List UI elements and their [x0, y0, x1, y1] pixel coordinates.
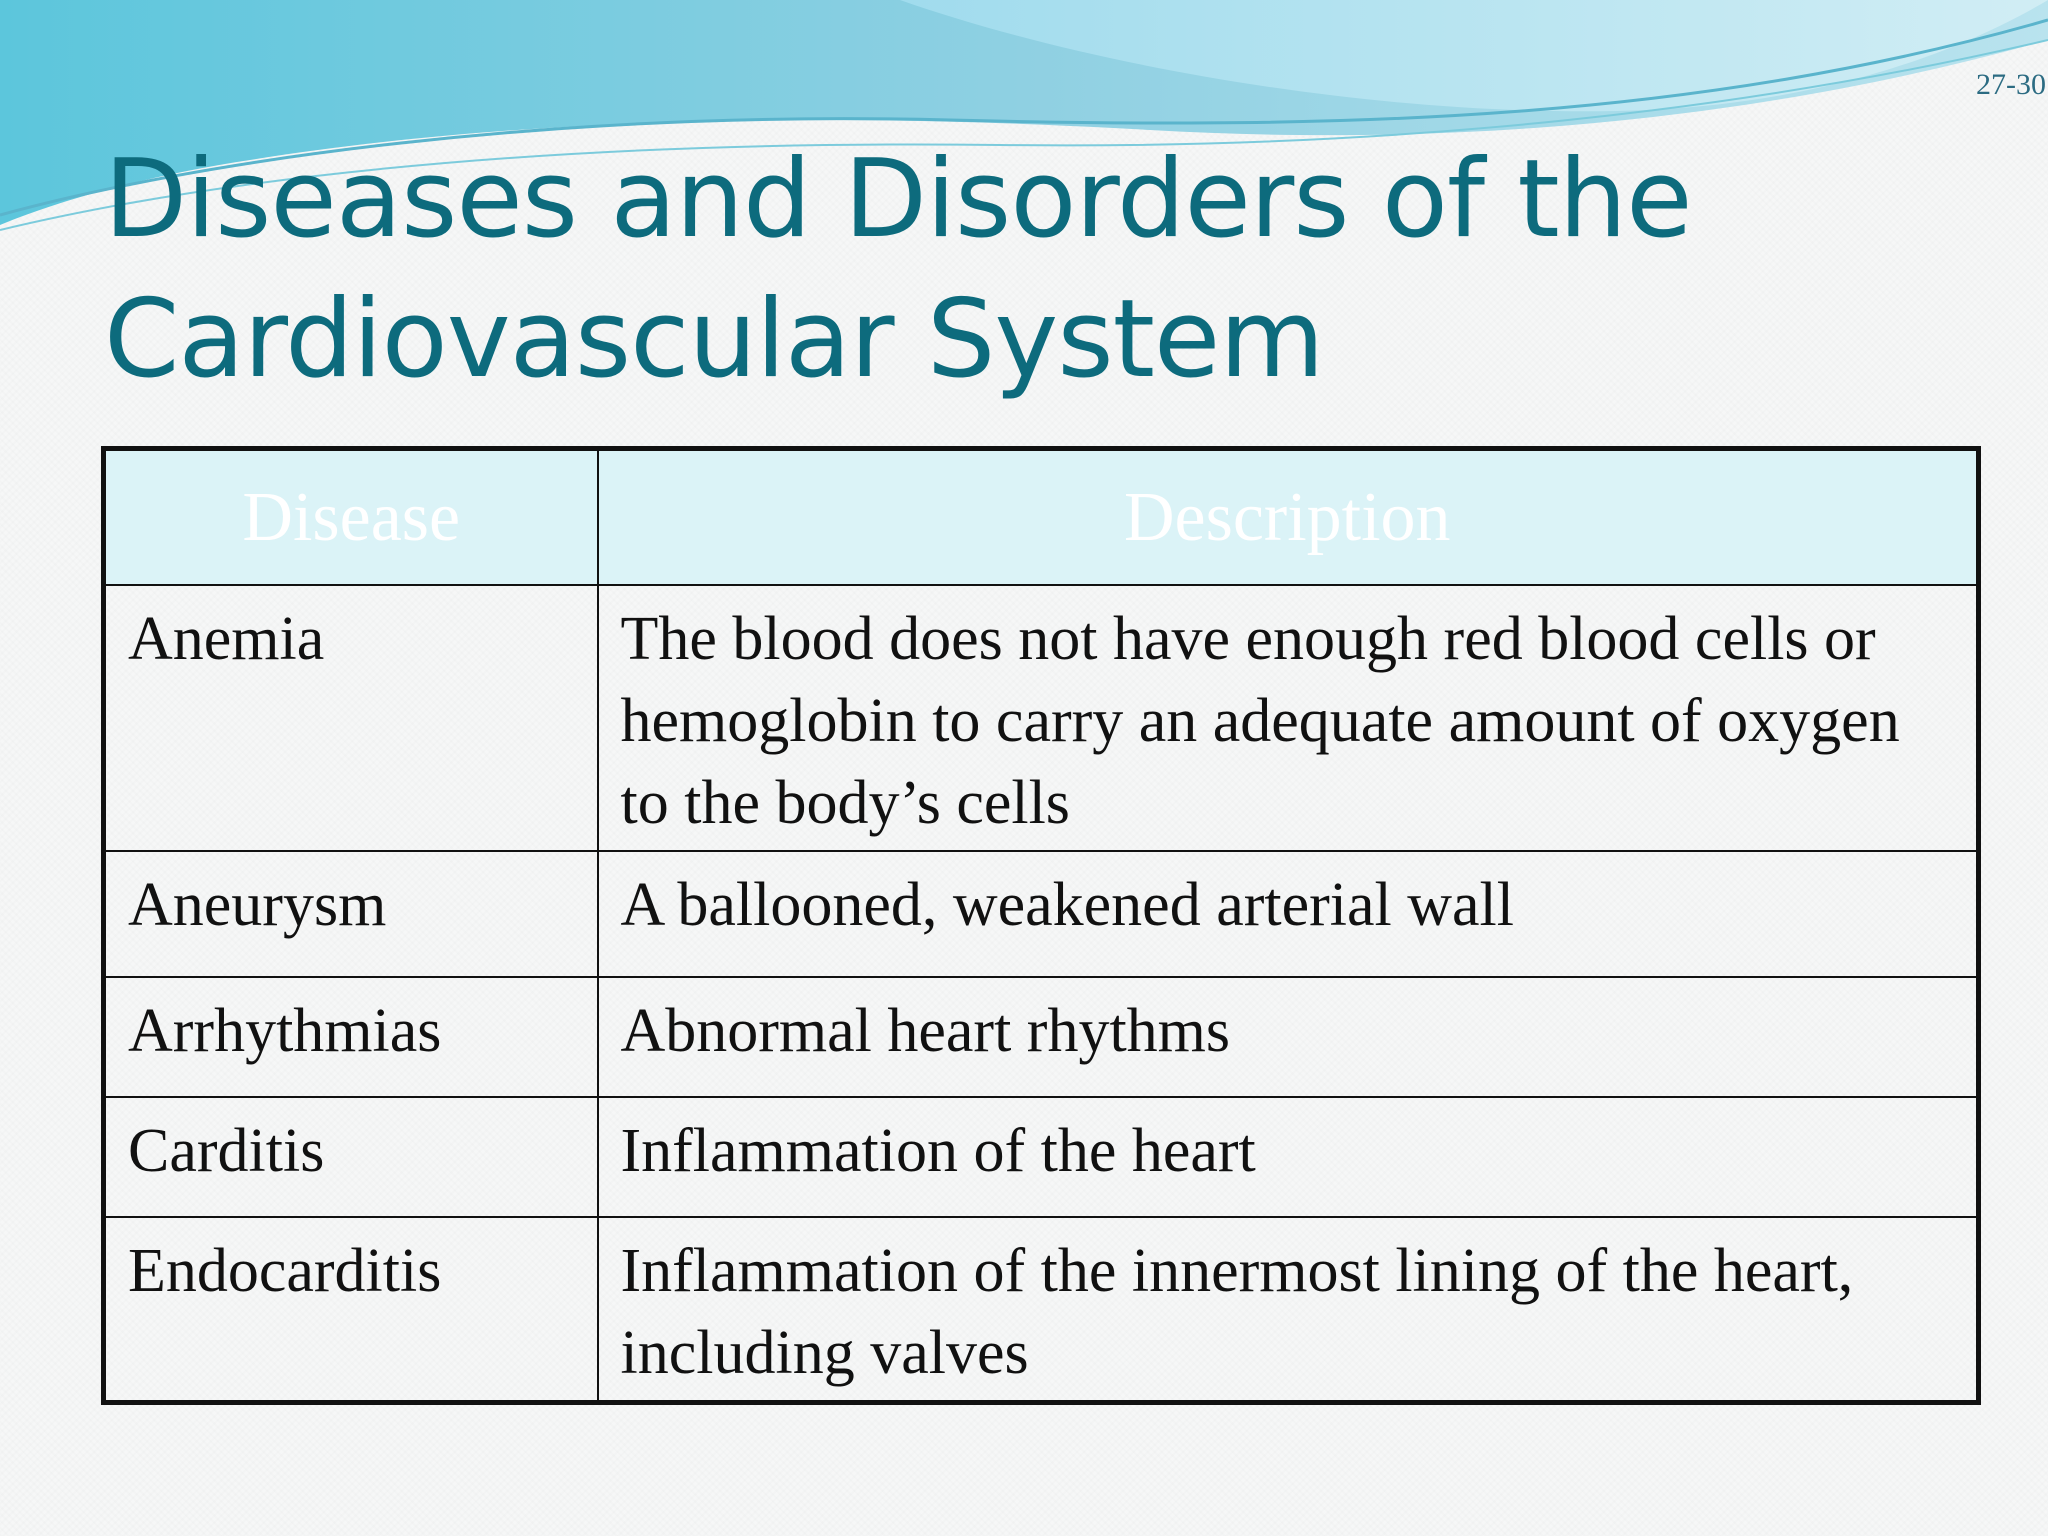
page-number: 27-30 [1976, 68, 2046, 101]
table-row [104, 1097, 1979, 1217]
table-body [104, 585, 1979, 1403]
description-cell: Inflammation of the innermost lining of the heart, including valves [598, 1217, 1979, 1403]
disease-cell: Carditis [104, 1097, 598, 1217]
table-row [104, 1217, 1979, 1403]
slide-title-line-1: Diseases and Disorders of the [104, 137, 1692, 262]
description-cell: Abnormal heart rhythms [598, 977, 1979, 1097]
column-header-disease: Disease [104, 449, 598, 586]
slide-title [104, 130, 1904, 410]
description-cell: The blood does not have enough red blood cells or hemoglobin to carry an adequate amount of oxygen to the body’s cells [598, 585, 1979, 851]
disease-cell: Arrhythmias [104, 977, 598, 1097]
description-cell: A ballooned, weakened arterial wall [598, 851, 1979, 977]
slide-title-line-2: Cardiovascular System [104, 277, 1324, 402]
table-row [104, 977, 1979, 1097]
disease-table [101, 446, 1981, 1405]
table-header-row [104, 449, 1979, 586]
table-row [104, 851, 1979, 977]
disease-cell: Endocarditis [104, 1217, 598, 1403]
description-cell: Inflammation of the heart [598, 1097, 1979, 1217]
table-header [104, 449, 1979, 586]
disease-cell: Anemia [104, 585, 598, 851]
column-header-description: Description [598, 449, 1979, 586]
disease-cell: Aneurysm [104, 851, 598, 977]
table-row [104, 585, 1979, 851]
